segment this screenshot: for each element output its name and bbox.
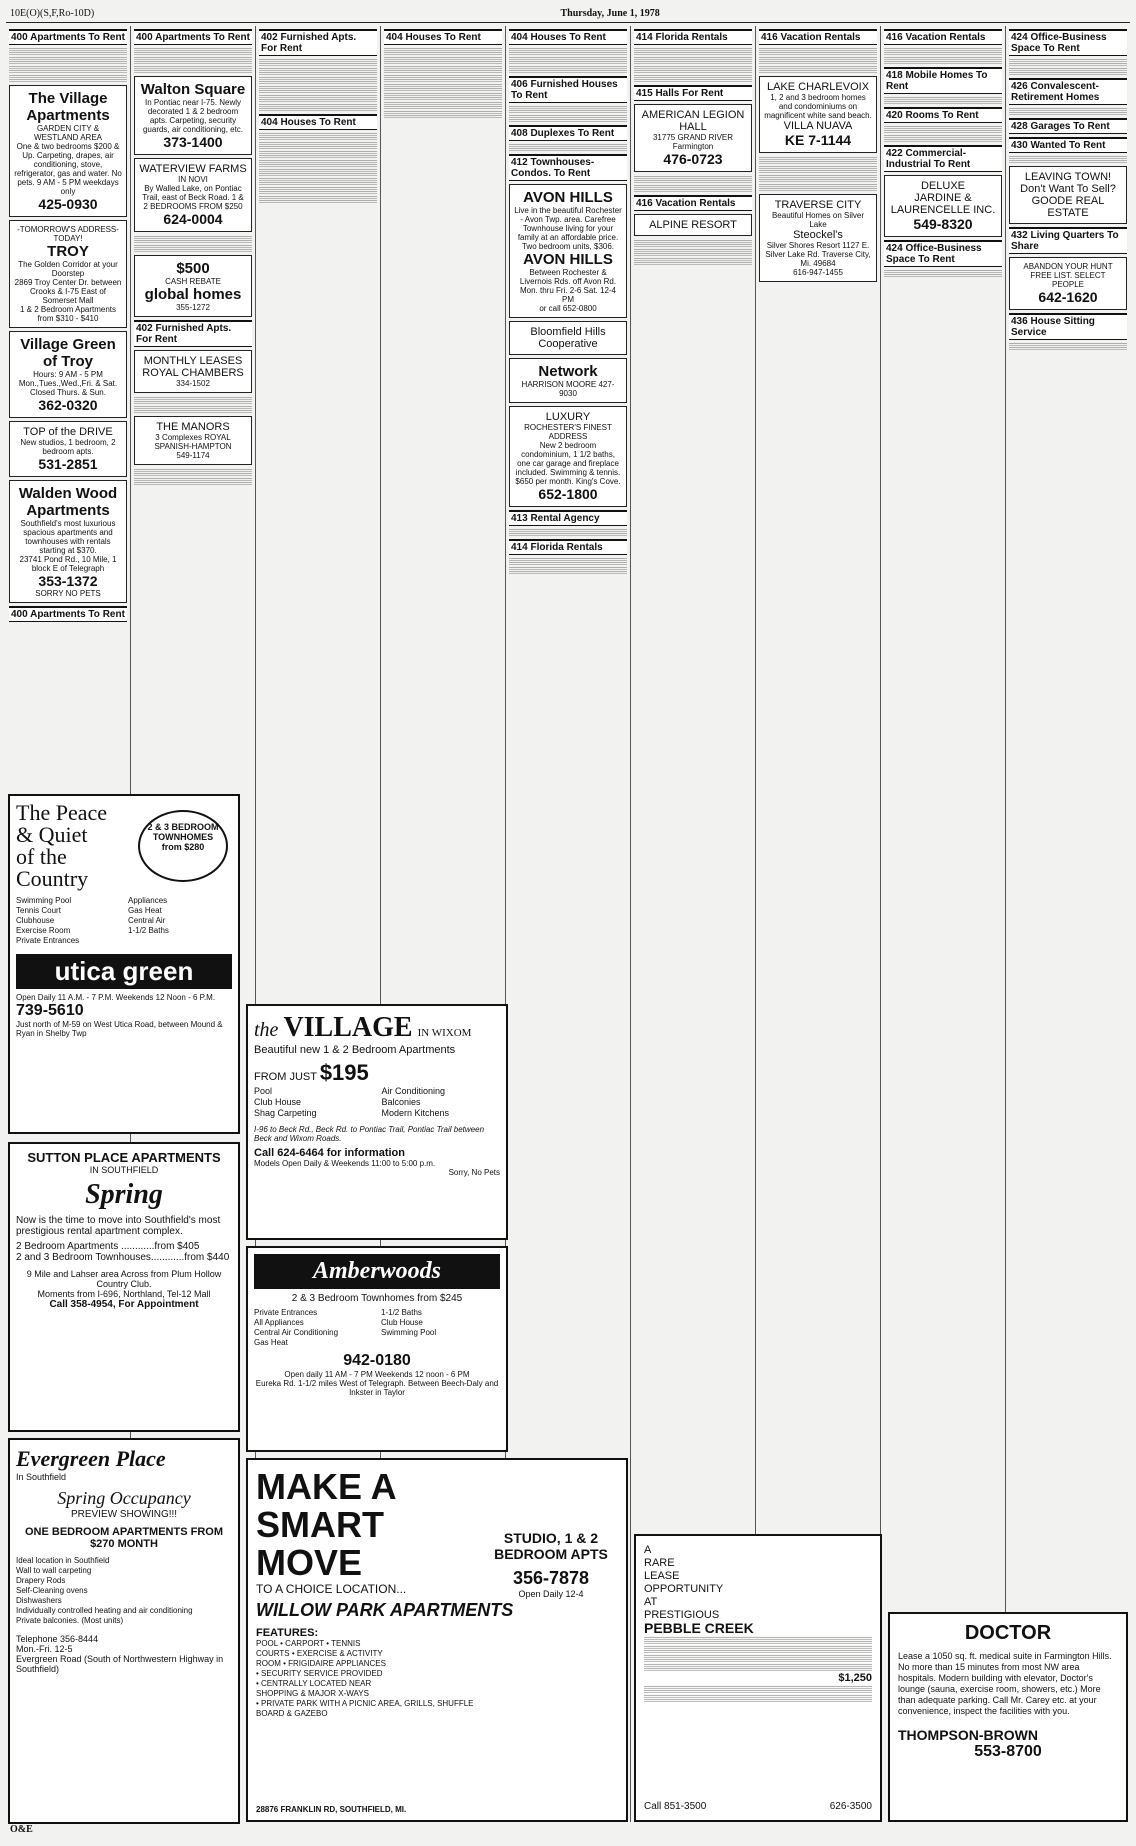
- troy-ad: -TOMORROW'S ADDRESS-TODAY! TROY The Golden Corridor at your Doorstep 2869 Troy Center Dr. between Crooks & I-75 East of Somerset Mall 1 & 2 Bedroom Apartments from $310 - $410: [9, 220, 127, 328]
- village-apartments-ad: The Village Apartments GARDEN CITY & WESTLAND AREA One & two bedrooms $200 & Up. Carpeting, drapes, air conditioning, stove, refrigerator, gas and water. No pets. 9 AM - 5 PM weekdays only 425-0930: [9, 85, 127, 217]
- village-green-ad: Village Green of Troy Hours: 9 AM - 5 PM Mon.,Tues.,Wed.,Fri. & Sat. Closed Thurs. & Sun. 362-0320: [9, 331, 127, 418]
- column-9: [1006, 26, 1130, 1822]
- section-heading: 402 Furnished Apts. For Rent: [134, 320, 252, 347]
- doctor-ad: DOCTOR Lease a 1050 sq. ft. medical suite in Farmington Hills. No more than 15 minutes from most NW area hospitals. Modern building with elevator, Doctor's lounge (sauna, exercise room, showers, etc.) More than adequate parking. Call Mr. Carey etc. at your convenience, inspect the facilities with you. THOMPSON-BROWN 553-8700: [888, 1612, 1128, 1822]
- section-heading: 414 Florida Rentals: [634, 29, 752, 45]
- section-heading: 400 Apartments To Rent: [9, 606, 127, 622]
- section-heading: 420 Rooms To Rent: [884, 107, 1002, 123]
- section-heading: 406 Furnished Houses To Rent: [509, 76, 627, 103]
- price-badge: 2 & 3 BEDROOM TOWNHOMES from $280: [138, 810, 228, 882]
- top-of-drive-ad: TOP of the DRIVE New studios, 1 bedroom, 2 bedroom apts. 531-2851: [9, 421, 127, 477]
- section-heading: 414 Florida Rentals: [509, 539, 627, 555]
- goode-ad: LEAVING TOWN! Don't Want To Sell? GOODE REAL ESTATE: [1009, 166, 1127, 224]
- village-wixom-ad: the VILLAGE IN WIXOM Beautiful new 1 & 2 Bedroom Apartments FROM JUST $195 Pool Club House Shag Carpeting Air Conditioning Balconies Modern Kitchens I-96 to Beck Rd., Beck Rd. to Pontiac Trail, Pontiac Trail between Beck and Wixom Roads. Call 624-6464 for information Models Open Daily & Weekends 11:00 to 5:00 p.m. Sorry, No Pets: [246, 1004, 508, 1240]
- bloomfield-hills-ad: Bloomfield Hills Cooperative: [509, 321, 627, 355]
- lake-charlevoix-ad: LAKE CHARLEVOIX 1, 2 and 3 bedroom homes and condominiums on magnificent white sand beach. VILLA NUAVA KE 7-1144: [759, 76, 877, 153]
- alpine-resort-ad: ALPINE RESORT: [634, 214, 752, 236]
- sutton-place-ad: SUTTON PLACE APARTMENTS IN SOUTHFIELD Spring Now is the time to move into Southfield's most prestigious rental apartment complex. 2 Bedroom Apartments ............from $405 2 and 3 Bedroom Townhouses............from $440 9 Mile and Lahser area Across from Plum Hollow Country Club. Moments from I-696, Northland, Tel-12 Mall Call 358-4954, For Appointment: [8, 1142, 240, 1432]
- section-heading: 428 Garages To Rent: [1009, 118, 1127, 134]
- section-heading: 412 Townhouses-Condos. To Rent: [509, 154, 627, 181]
- utica-green-ad: The Peace & Quiet of the Country 2 & 3 BEDROOM TOWNHOMES from $280 Swimming Pool Tennis Court Clubhouse Exercise Room Private Entrances Appliances Gas Heat Central Air 1-1/2 Baths utica green Open Daily 11 A.M. - 7 P.M. Weekends 12 Noon - 6 P.M. 739-5610 Just north of M-59 on West Utica Road, between Mound & Ryan in Shelby Twp: [8, 794, 240, 1134]
- section-heading: 415 Halls For Rent: [634, 85, 752, 101]
- legion-hall-ad: AMERICAN LEGION HALL 31775 GRAND RIVER Farmington 476-0723: [634, 104, 752, 172]
- section-heading: 430 Wanted To Rent: [1009, 137, 1127, 153]
- avon-hills-ad: AVON HILLS Live in the beautiful Rochester - Avon Twp. area. Carefree Townhouse living for your family at an affordable price. Two bedroom units, $306. AVON HILLS Between Rochester & Livernois Rds. off Avon Rd. Mon. thru Fri. 2-6 Sat. 12-4 PM or call 652-0800: [509, 184, 627, 318]
- page-footer: O&E: [10, 1824, 33, 1835]
- waterview-farms-ad: WATERVIEW FARMS IN NOVI By Walled Lake, on Pontiac Trail, east of Beck Road. 1 & 2 BEDROOMS FROM $250 624-0004: [134, 158, 252, 232]
- section-heading: 413 Rental Agency: [509, 510, 627, 526]
- cash-rebate-ad: $500 CASH REBATE global homes 355-1272: [134, 255, 252, 317]
- section-heading: 400 Apartments To Rent: [9, 29, 127, 45]
- section-heading: 432 Living Quarters To Share: [1009, 227, 1127, 254]
- section-heading: 424 Office-Business Space To Rent: [884, 240, 1002, 267]
- section-heading: 416 Vacation Rentals: [884, 29, 1002, 45]
- page-header: [6, 4, 1130, 23]
- section-heading: 402 Furnished Apts. For Rent: [259, 29, 377, 56]
- section-heading: 416 Vacation Rentals: [759, 29, 877, 45]
- walden-wood-ad: Walden Wood Apartments Southfield's most luxurious spacious apartments and townhouses with rentals starting at $370. 23741 Pond Rd., 10 Mile, 1 block E of Telegraph 353-1372 SORRY NO PETS: [9, 480, 127, 603]
- section-heading: 436 House Sitting Service: [1009, 313, 1127, 340]
- traverse-city-ad: TRAVERSE CITY Beautiful Homes on Silver Lake Steockel's Silver Shores Resort 1127 E. Silver Lake Rd. Traverse City, Mi. 49684 616-947-1455: [759, 194, 877, 282]
- classified-page: [6, 4, 1130, 1842]
- section-heading: 422 Commercial-Industrial To Rent: [884, 145, 1002, 172]
- jardine-ad: DELUXE JARDINE & LAURENCELLE INC. 549-8320: [884, 175, 1002, 237]
- page-date: Thursday, June 1, 1978: [560, 7, 660, 19]
- network-ad: Network HARRISON MOORE 427-9030: [509, 358, 627, 403]
- amberwoods-ad: Amberwoods 2 & 3 Bedroom Townhomes from $245 Private Entrances All Appliances Central Air Conditioning Gas Heat 1-1/2 Baths Club House Swimming Pool 942-0180 Open daily 11 AM - 7 PM Weekends 12 noon - 6 PM Eureka Rd. 1-1/2 miles West of Telegraph. Between Beech-Daly and Inkster in Taylor: [246, 1246, 508, 1452]
- section-heading: 426 Convalescent-Retirement Homes: [1009, 78, 1127, 105]
- evergreen-place-ad: Evergreen Place In Southfield Spring Occupancy PREVIEW SHOWING!!! ONE BEDROOM APARTMENTS FROM $270 MONTH Ideal location in Southfield Wall to wall carpeting Drapery Rods Self-Cleaning ovens Dishwashers Individually controlled heating and air conditioning Private balconies. (Most units) Telephone 356-8444 Mon.-Fri. 12-5 Evergreen Road (South of Northwestern Highway in Southfield): [8, 1438, 240, 1824]
- section-heading: 404 Houses To Rent: [509, 29, 627, 45]
- willow-park-ad: MAKE A SMART MOVE TO A CHOICE LOCATION... WILLOW PARK APARTMENTS STUDIO, 1 & 2 BEDROOM APTS 356-7878 Open Daily 12-4 FEATURES: POOL • CARPORT • TENNIS COURTS • EXERCISE & ACTIVITY ROOM • FRIGIDAIRE APPLIANCES • SECURITY SERVICE PROVIDED • CENTRALLY LOCATED NEAR SHOPPING & MAJOR X-WAYS • PRIVATE PARK WITH A PICNIC AREA, GRILLS, SHUFFLE BOARD & GAZEBO 28876 FRANKLIN RD, SOUTHFIELD, MI.: [246, 1458, 628, 1822]
- manors-ad: THE MANORS 3 Complexes ROYAL SPANISH-HAMPTON 549-1174: [134, 416, 252, 465]
- section-heading: 424 Office-Business Space To Rent: [1009, 29, 1127, 56]
- column-8: [881, 26, 1006, 1822]
- rochester-ad: LUXURY ROCHESTER'S FINEST ADDRESS New 2 bedroom condominium, 1 1/2 baths, one car garage and fireplace included. Swimming & tennis. $650 per month. King's Cove. 652-1800: [509, 406, 627, 507]
- section-heading: 404 Houses To Rent: [384, 29, 502, 45]
- share-ad: ABANDON YOUR HUNT FREE LIST. SELECT PEOPLE 642-1620: [1009, 257, 1127, 310]
- page-label: 10E(O)(S,F,Ro-10D): [10, 7, 95, 19]
- section-heading: 404 Houses To Rent: [259, 114, 377, 130]
- royal-chambers-ad: MONTHLY LEASES ROYAL CHAMBERS 334-1502: [134, 350, 252, 393]
- section-heading: 416 Vacation Rentals: [634, 195, 752, 211]
- section-heading: 418 Mobile Homes To Rent: [884, 67, 1002, 94]
- section-heading: 400 Apartments To Rent: [134, 29, 252, 45]
- pebble-creek-ad: A RARE LEASE OPPORTUNITY AT PRESTIGIOUS PEBBLE CREEK $1,250 Call 851-3500 626-3500: [634, 1534, 882, 1822]
- section-heading: 408 Duplexes To Rent: [509, 125, 627, 141]
- walton-square-ad: Walton Square In Pontiac near I-75. Newly decorated 1 & 2 bedroom apts. Carpeting, security guards, air conditioning, etc. 373-1400: [134, 76, 252, 155]
